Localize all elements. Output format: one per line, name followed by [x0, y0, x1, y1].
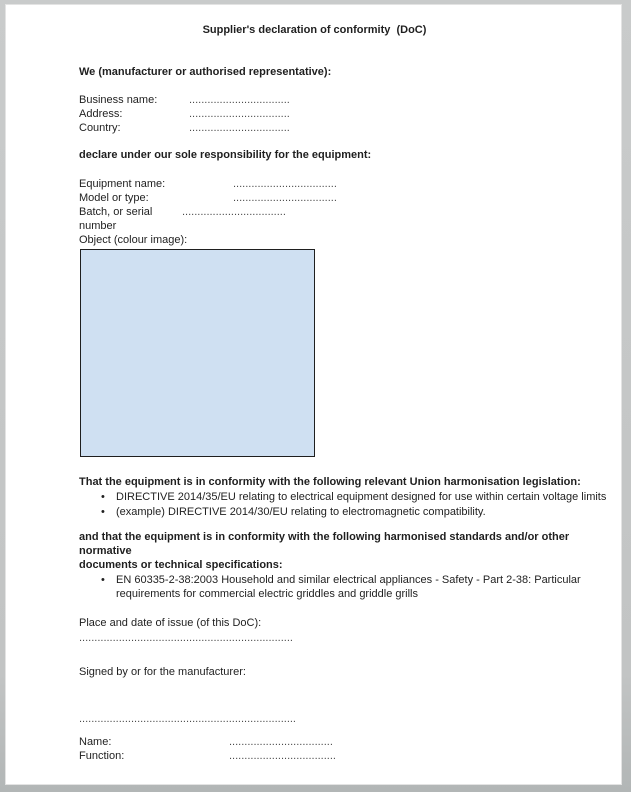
list-item-text: [116, 573, 623, 601]
manufacturer-heading: We (manufacturer or authorised representative):: [79, 66, 332, 78]
standards-heading-line-2: documents or technical specifications:: [79, 559, 283, 571]
field-dotted-leader: .................................: [189, 94, 290, 106]
list-item: [79, 573, 623, 601]
list-item-text: DIRECTIVE 2014/35/EU relating to electrical equipment designed for use within certain voltage limits: [116, 491, 607, 503]
legislation-heading: That the equipment is in conformity with the following relevant Union harmonisation legislation:: [79, 476, 581, 488]
field-row-country: [79, 121, 623, 135]
field-label: Batch, or serial number: [79, 206, 153, 232]
doc-page: [5, 4, 622, 785]
field-dotted-leader: ...................................: [229, 750, 336, 762]
doc-title: Supplier's declaration of conformity (DoC): [202, 24, 427, 36]
declaration-heading: declare under our sole responsibility for the equipment:: [79, 149, 372, 161]
list-item-line-1: EN 60335-2-38:2003 Household and similar electrical appliances - Safety - Part 2-38: Particular: [116, 574, 581, 586]
legislation-list: [79, 490, 623, 519]
field-row-function: [79, 749, 623, 763]
field-label: Address:: [79, 108, 123, 120]
field-row-name: [79, 735, 623, 749]
bullet-icon: •: [101, 491, 105, 503]
list-item-line-2: requirements for commercial electric griddles and griddle grills: [116, 588, 419, 600]
list-item: [79, 505, 623, 519]
equipment-fields: [79, 177, 623, 247]
issue-dotted-line: ......................................................................: [79, 632, 293, 644]
field-label: Business name:: [79, 94, 158, 106]
bullet-icon: •: [101, 574, 105, 586]
list-item-text: (example) DIRECTIVE 2014/30/EU relating to electromagnetic compatibility.: [116, 506, 486, 518]
field-dotted-leader: ..................................: [182, 206, 286, 218]
field-label: Country:: [79, 122, 121, 134]
field-row-address: [79, 107, 623, 121]
standards-heading-line-1: and that the equipment is in conformity with the following harmonised standards and/or other normative: [79, 531, 570, 557]
field-dotted-leader: ..................................: [233, 192, 337, 204]
standards-list: [79, 573, 623, 601]
field-dotted-leader: ..................................: [233, 178, 337, 190]
field-row-model-or-type: [79, 191, 623, 205]
field-dotted-leader: .................................: [189, 108, 290, 120]
bullet-icon: •: [101, 506, 105, 518]
signature-dotted-line: .......................................................................: [79, 713, 296, 725]
signatory-fields: [79, 735, 623, 763]
field-label: Equipment name:: [79, 178, 166, 190]
field-label: Function:: [79, 750, 125, 762]
field-label: Name:: [79, 736, 112, 748]
field-label: Model or type:: [79, 192, 149, 204]
field-dotted-leader: ..................................: [229, 736, 333, 748]
signature-heading: Signed by or for the manufacturer:: [79, 666, 246, 678]
list-item: [79, 490, 623, 504]
field-row-batch-serial: [79, 205, 623, 233]
manufacturer-fields: [79, 93, 623, 135]
doc-content: [6, 5, 623, 763]
standards-heading: [79, 530, 623, 572]
object-image-label: Object (colour image):: [79, 234, 188, 246]
field-row-equipment-name: [79, 177, 623, 191]
field-dotted-leader: .................................: [189, 122, 290, 134]
issue-heading: Place and date of issue (of this DoC):: [79, 617, 262, 629]
object-image-placeholder: [80, 249, 315, 457]
field-row-business-name: [79, 93, 623, 107]
